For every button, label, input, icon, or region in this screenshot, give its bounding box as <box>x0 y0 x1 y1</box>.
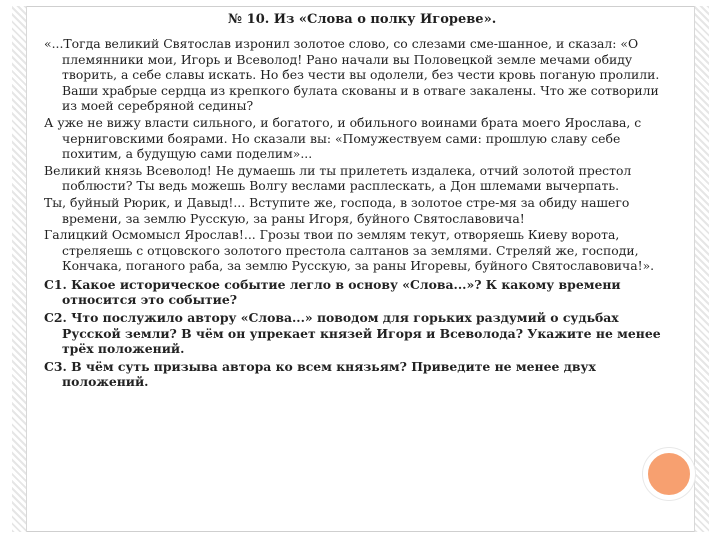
page-title: № 10. Из «Слова о полку Игореве». <box>228 12 497 27</box>
paragraph-4: Ты, буйный Рюрик, и Давыд!... Вступите же, господа, в золотое стре-мя за обиду нашего времени, за землю Русскую, за раны Игоря, буйного Святославовича! <box>44 194 630 226</box>
right-decorative-bar <box>694 6 709 532</box>
question-c3: С3. В чём суть призыва автора ко всем князьям? Приведите не менее двух положений. <box>44 358 596 390</box>
decorative-circle <box>643 448 695 500</box>
question-c1: С1. Какое историческое событие легло в основу «Слова...»? К какому времени относится это событие? <box>44 276 621 308</box>
paragraph-1: «...Тогда великий Святослав изронил золотое слово, со слезами сме-шанное, и сказал: «О племянники мои, Игорь и Всеволод! Рано начали вы Половецкой земле мечами обиду творить, а себе славы искать. Но без чести вы одолели, без чести кровь поганую пролили. Ваши храбрые сердца из крепкого булата скованы и в отваге закалены. Что же сотворили из моей серебряной седины? <box>44 36 660 114</box>
paragraph-2: А уже не вижу власти сильного, и богатого, и обильного воинами брата моего Ярослава, с черниговскими боярами. Но сказали вы: «Помужествуем сами: прошлую славу себе похитим, а будущую сами поделим»... <box>44 114 642 162</box>
left-decorative-bar <box>12 6 27 532</box>
paragraph-5: Галицкий Осмомысл Ярослав!... Грозы твои по землям текут, отворяешь Киеву ворота, стреляешь с отцовского золотого престола салтанов за землями. Стреляй же, господи, Кончака, поганого раба, за землю Русскую, за раны Игоревы, буйного Святославовича!». <box>44 227 655 274</box>
paragraph-3: Великий князь Всеволод! Не думаешь ли ты прилететь издалека, отчий золотой престол поблюсти? Ты ведь можешь Волгу веслами расплескать, а Дон шлемами вычерпать. <box>44 162 632 194</box>
question-c2: С2. Что послужило автору «Слова...» поводом для горьких раздумий о судьбах Русской земли? В чём он упрекает князей Игоря и Всеволода? Укажите не менее трёх положений. <box>44 310 661 356</box>
document-body <box>44 36 670 391</box>
